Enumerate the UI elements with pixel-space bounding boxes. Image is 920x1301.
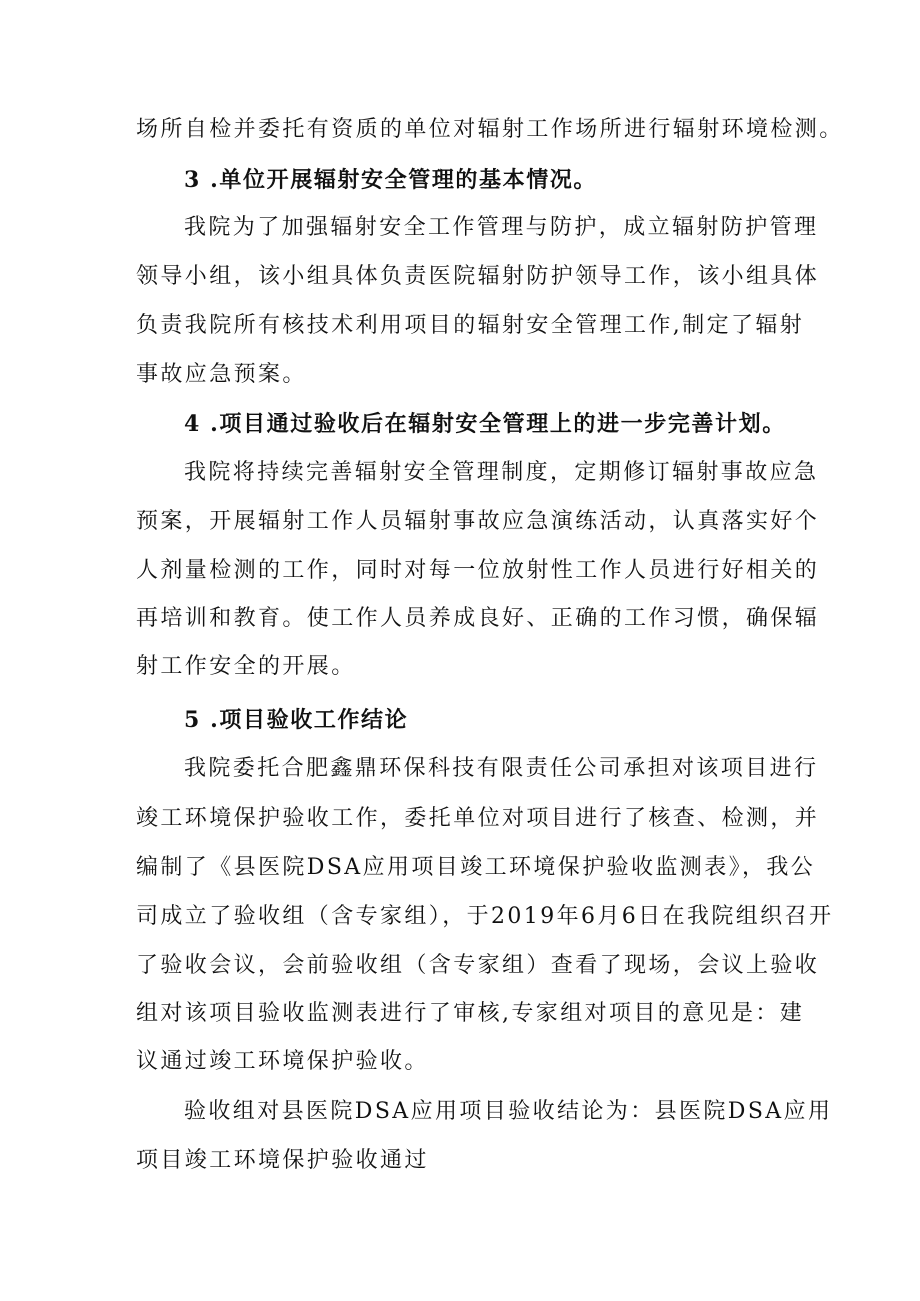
- paragraph-line: 人剂量检测的工作，同时对每一位放射性工作人员进行好相关的: [136, 558, 820, 583]
- paragraph-line: 竣工环境保护验收工作，委托单位对项目进行了核查、检测，并: [136, 806, 820, 831]
- section-heading-5: 5 .项目验收工作结论: [184, 707, 409, 733]
- paragraph-line: 司成立了验收组（含专家组），于2019年6月6日在我院组织召开: [136, 904, 834, 929]
- paragraph-line: 负责我院所有核技术利用项目的辐射安全管理工作,制定了辐射: [136, 313, 805, 338]
- paragraph-line: 编制了《县医院DSA应用项目竣工环境保护验收监测表》，我公: [136, 855, 816, 880]
- section-heading-4: 4 .项目通过验收后在辐射安全管理上的进一步完善计划。: [184, 411, 786, 437]
- paragraph-line: 事故应急预案。: [136, 362, 307, 387]
- paragraph-line: 组对该项目验收监测表进行了审核,专家组对项目的意见是：建: [136, 1001, 805, 1026]
- paragraph-line: 验收组对县医院DSA应用项目验收结论为：县医院DSA应用: [184, 1099, 833, 1124]
- paragraph-line: 射工作安全的开展。: [136, 654, 356, 679]
- paragraph-line: 我院为了加强辐射安全工作管理与防护，成立辐射防护管理: [184, 215, 819, 240]
- paragraph-line: 预案，开展辐射工作人员辐射事故应急演练活动，认真落实好个: [136, 509, 820, 534]
- paragraph-line: 了验收会议，会前验收组（含专家组）查看了现场，会议上验收: [136, 953, 820, 978]
- paragraph-line: 我院委托合肥鑫鼎环保科技有限责任公司承担对该项目进行: [184, 756, 819, 781]
- section-heading-3: 3 .单位开展辐射安全管理的基本情况。: [184, 167, 598, 193]
- paragraph-line: 再培训和教育。使工作人员养成良好、正确的工作习惯，确保辐: [136, 606, 820, 631]
- paragraph-line: 议通过竣工环境保护验收。: [136, 1049, 429, 1074]
- paragraph-line: 项目竣工环境保护验收通过: [136, 1148, 429, 1173]
- paragraph-line: 领导小组，该小组具体负责医院辐射防护领导工作，该小组具体: [136, 264, 820, 289]
- paragraph-line: 我院将持续完善辐射安全管理制度，定期修订辐射事故应急: [184, 460, 819, 485]
- paragraph-line: 场所自检并委托有资质的单位对辐射工作场所进行辐射环境检测。: [136, 117, 844, 142]
